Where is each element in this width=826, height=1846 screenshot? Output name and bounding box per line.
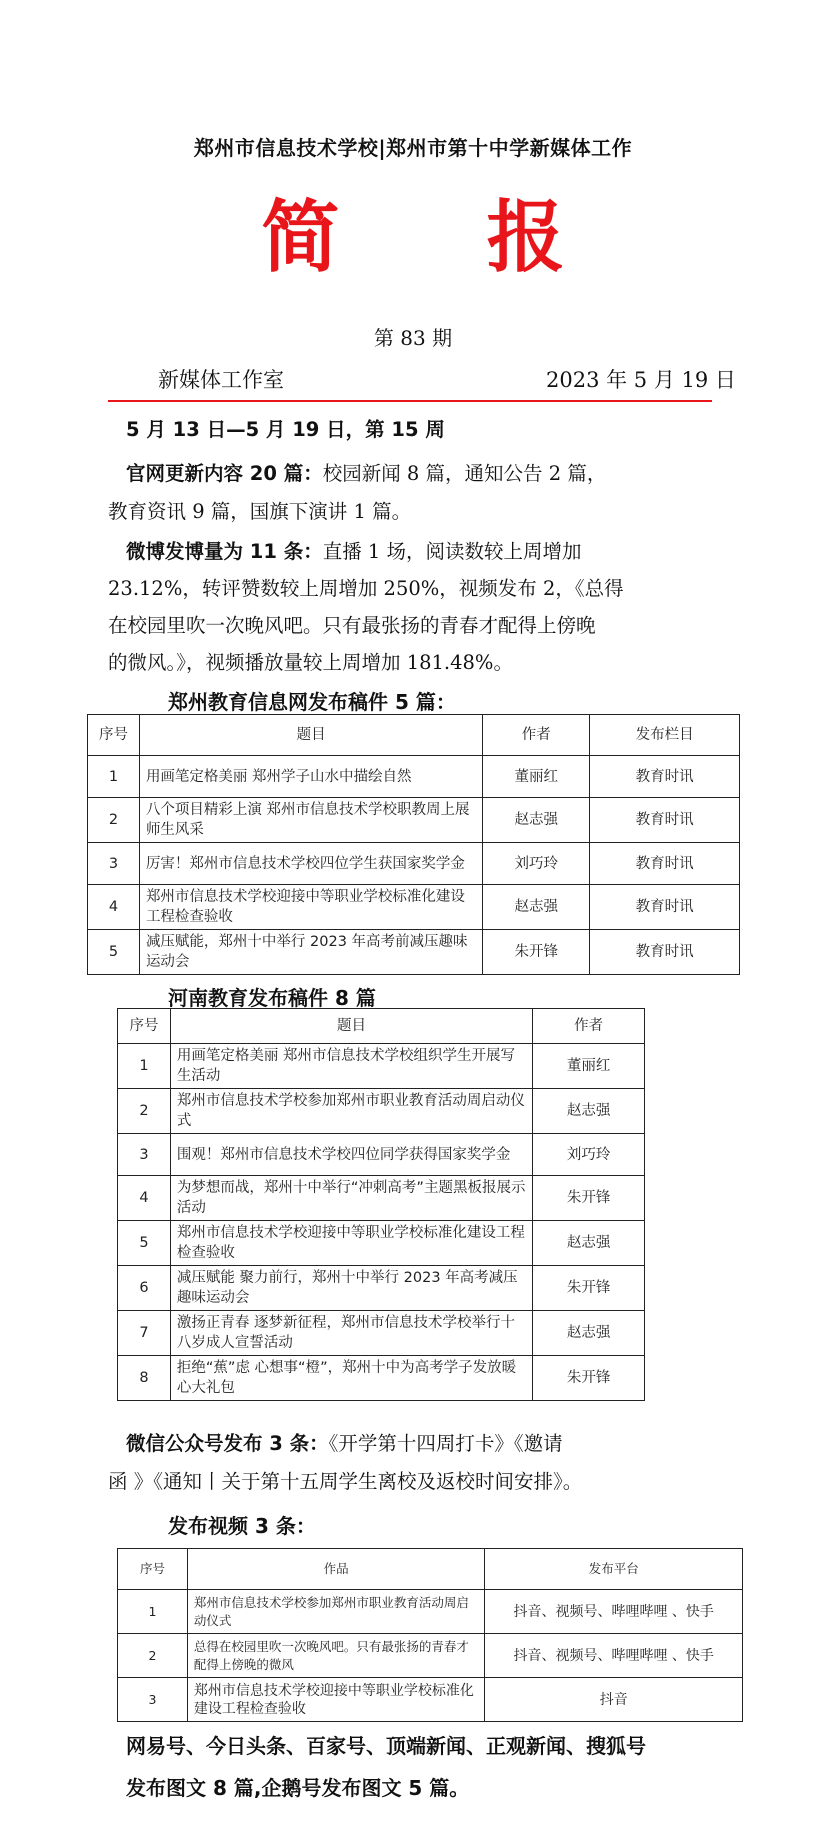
col-header: 作者	[483, 715, 590, 756]
table-row: 1 用画笔定格美丽 郑州市信息技术学校组织学生开展写生活动 董丽红	[118, 1044, 645, 1089]
table1-heading: 郑州教育信息网发布稿件 5 篇：	[168, 690, 456, 714]
table-row: 6 减压赋能 聚力前行，郑州十中举行 2023 年高考减压趣味运动会 朱开锋	[118, 1266, 645, 1311]
site-update-body: 校园新闻 8 篇，通知公告 2 篇，	[322, 462, 607, 485]
table-henan-edu	[117, 1008, 645, 1401]
table-header-row	[118, 1009, 645, 1044]
footer-line-1: 网易号、今日头条、百家号、顶端新闻、正观新闻、搜狐号	[126, 1734, 646, 1758]
table-row: 4 郑州市信息技术学校迎接中等职业学校标准化建设工程检查验收 赵志强 教育时讯	[88, 885, 740, 930]
table-header-row	[88, 715, 740, 756]
table-row: 2 郑州市信息技术学校参加郑州市职业教育活动周启动仪式 赵志强	[118, 1089, 645, 1134]
col-header: 序号	[118, 1009, 171, 1044]
col-header: 作品	[187, 1549, 485, 1590]
table2-heading: 河南教育发布稿件 8 篇	[168, 986, 376, 1010]
table-row: 2 总得在校园里吹一次晚风吧。只有最张扬的青春才配得上傍晚的微风 抖音、视频号、哔哩哔哩 、快手	[118, 1634, 743, 1678]
table-row: 1 用画笔定格美丽 郑州学子山水中描绘自然 董丽红 教育时讯	[88, 756, 740, 798]
table-row: 4 为梦想而战，郑州十中举行“冲刺高考”主题黑板报展示活动 朱开锋	[118, 1176, 645, 1221]
table-videos	[117, 1548, 743, 1722]
table-row: 1 郑州市信息技术学校参加郑州市职业教育活动周启动仪式 抖音、视频号、哔哩哔哩 、快手	[118, 1590, 743, 1634]
col-header: 序号	[118, 1549, 188, 1590]
table-row: 3 郑州市信息技术学校迎接中等职业学校标准化建设工程检查验收 抖音	[118, 1678, 743, 1722]
col-header: 发布平台	[485, 1549, 743, 1590]
wechat-line-2: 函 》《通知丨关于第十五周学生离校及返校时间安排》。	[108, 1470, 583, 1493]
week-range: 5 月 13 日—5 月 19 日，第 15 周	[126, 418, 445, 441]
table-zhengzhou-edu	[87, 714, 740, 975]
col-header: 题目	[139, 715, 482, 756]
wechat-line-1: 微信公众号发布 3 条：《开学第十四周打卡》《邀请	[126, 1432, 563, 1455]
col-header: 题目	[170, 1009, 532, 1044]
footer-line-2: 发布图文 8 篇,企鹅号发布图文 5 篇。	[126, 1776, 470, 1800]
wechat-lead: 微信公众号发布 3 条：	[126, 1432, 329, 1455]
col-header: 作者	[533, 1009, 645, 1044]
weibo-line-2: 23.12%，转评赞数较上周增加 250%，视频发布 2，《总得	[108, 577, 624, 600]
table-header-row	[118, 1549, 743, 1590]
table-row: 2 八个项目精彩上演 郑州市信息技术学校职教周上展师生风采 赵志强 教育时讯	[88, 798, 740, 843]
table-row: 7 激扬正青春 逐梦新征程，郑州市信息技术学校举行十八岁成人宣誓活动 赵志强	[118, 1311, 645, 1356]
table-row: 8 拒绝“蕉”虑 心想事“橙”，郑州十中为高考学子发放暖心大礼包 朱开锋	[118, 1356, 645, 1401]
red-divider	[108, 400, 712, 402]
table-row: 3 厉害！郑州市信息技术学校四位学生获国家奖学金 刘巧玲 教育时讯	[88, 843, 740, 885]
org-line: 郑州市信息技术学校|郑州市第十中学新媒体工作	[193, 136, 633, 160]
table-row: 3 围观！郑州市信息技术学校四位同学获得国家奖学金 刘巧玲	[118, 1134, 645, 1176]
col-header: 序号	[88, 715, 140, 756]
weibo-line-3: 在校园里吹一次晚风吧。只有最张扬的青春才配得上傍晚	[108, 614, 596, 637]
studio-name: 新媒体工作室	[158, 368, 284, 392]
site-update-line-2: 教育资讯 9 篇，国旗下演讲 1 篇。	[108, 500, 412, 523]
site-update-line-1	[126, 456, 716, 491]
weibo-line-1: 微博发博量为 11 条：直播 1 场，阅读数较上周增加	[126, 540, 582, 563]
issue-number: 第 83 期	[373, 326, 453, 350]
weibo-lead: 微博发博量为 11 条：	[126, 540, 323, 563]
bulletin-title: 简 报	[261, 193, 625, 283]
weibo-line-4: 的微风。》，视频播放量较上周增加 181.48%。	[108, 651, 513, 674]
table3-heading: 发布视频 3 条：	[168, 1514, 316, 1538]
publish-date: 2023 年 5 月 19 日	[546, 368, 736, 392]
site-update-lead: 官网更新内容 20 篇：	[126, 462, 323, 485]
table-row: 5 郑州市信息技术学校迎接中等职业学校标准化建设工程检查验收 赵志强	[118, 1221, 645, 1266]
col-header: 发布栏目	[590, 715, 740, 756]
table-row: 5 减压赋能，郑州十中举行 2023 年高考前减压趣味运动会 朱开锋 教育时讯	[88, 930, 740, 975]
